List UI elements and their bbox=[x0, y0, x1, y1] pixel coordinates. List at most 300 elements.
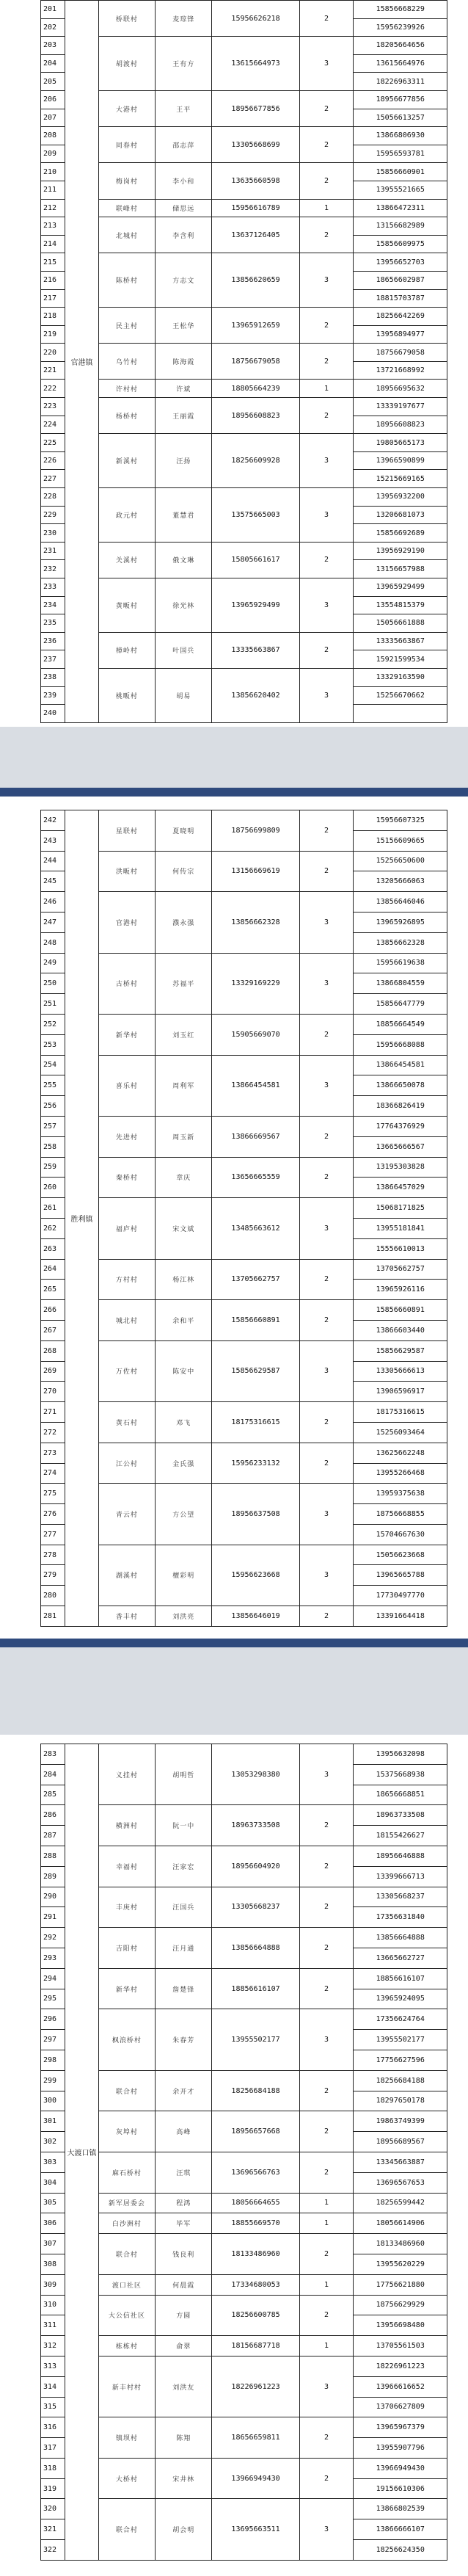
member-phone-cell: 18133486960 bbox=[354, 2234, 447, 2254]
row-number: 218 bbox=[41, 308, 65, 326]
village-cell: 方村村 bbox=[98, 1259, 155, 1300]
row-number: 204 bbox=[41, 54, 65, 73]
table-row bbox=[41, 1805, 447, 1826]
count-cell: 3 bbox=[299, 253, 354, 308]
row-number: 294 bbox=[41, 1968, 65, 1989]
contact-name-cell: 濮永强 bbox=[156, 892, 212, 953]
contact-phone-cell: 13156669619 bbox=[212, 851, 299, 892]
count-cell: 2 bbox=[299, 344, 354, 380]
village-cell: 大公信社区 bbox=[98, 2295, 155, 2336]
row-number: 309 bbox=[41, 2274, 65, 2295]
page-divider-bar bbox=[0, 1639, 468, 1647]
member-phone-cell: 15856660891 bbox=[354, 1300, 447, 1321]
member-phone-cell: 15956607325 bbox=[354, 810, 447, 831]
contact-name-cell: 王有方 bbox=[156, 37, 212, 91]
count-cell: 2 bbox=[299, 90, 354, 126]
member-phone-cell: 13966616652 bbox=[354, 2376, 447, 2397]
member-phone-cell: 13625662248 bbox=[354, 1443, 447, 1463]
contact-name-cell: 方公望 bbox=[156, 1484, 212, 1545]
contact-name-cell: 刘玉红 bbox=[156, 1014, 212, 1055]
row-number: 296 bbox=[41, 2009, 65, 2030]
row-number: 316 bbox=[41, 2417, 65, 2438]
table-row bbox=[41, 2458, 447, 2478]
member-phone-cell: 13705662757 bbox=[354, 1259, 447, 1280]
count-cell: 2 bbox=[299, 308, 354, 344]
member-phone-cell: 13856664888 bbox=[354, 1928, 447, 1948]
member-phone-cell: 13866472311 bbox=[354, 199, 447, 217]
row-number: 227 bbox=[41, 470, 65, 488]
row-number: 201 bbox=[41, 1, 65, 19]
member-phone-cell: 18056614906 bbox=[354, 2213, 447, 2234]
member-phone-cell: 13965924095 bbox=[354, 1989, 447, 2009]
member-phone-cell: 13965967379 bbox=[354, 2417, 447, 2438]
member-phone-cell: 13965926116 bbox=[354, 1280, 447, 1300]
row-number: 319 bbox=[41, 2478, 65, 2499]
row-number: 207 bbox=[41, 109, 65, 127]
contact-phone-cell: 15905669070 bbox=[212, 1014, 299, 1055]
contact-name-cell: 宋井林 bbox=[156, 2458, 212, 2499]
village-cell: 北城村 bbox=[98, 217, 155, 253]
row-number: 285 bbox=[41, 1785, 65, 1805]
table-row bbox=[41, 1300, 447, 1321]
table-row bbox=[41, 2152, 447, 2172]
village-cell: 枫浪桥村 bbox=[98, 2009, 155, 2070]
member-phone-cell: 13956652703 bbox=[354, 253, 447, 272]
table-row bbox=[41, 1484, 447, 1504]
member-phone-cell: 13965926895 bbox=[354, 912, 447, 932]
contact-phone-cell: 18756679058 bbox=[212, 344, 299, 380]
contact-name-cell: 余和平 bbox=[156, 1300, 212, 1341]
member-phone-cell: 15256093464 bbox=[354, 1422, 447, 1443]
contact-phone-cell: 18805664239 bbox=[212, 380, 299, 398]
member-phone-cell: 15856647779 bbox=[354, 994, 447, 1015]
row-number: 283 bbox=[41, 1744, 65, 1765]
member-phone-cell: 18256642269 bbox=[354, 308, 447, 326]
row-number: 206 bbox=[41, 90, 65, 109]
count-cell: 1 bbox=[299, 2193, 354, 2213]
contact-name-cell: 章庆 bbox=[156, 1157, 212, 1198]
contact-phone-cell: 13856620402 bbox=[212, 668, 299, 722]
member-phone-cell: 18956695632 bbox=[354, 380, 447, 398]
contact-phone-cell: 13329169229 bbox=[212, 953, 299, 1014]
count-cell: 2 bbox=[299, 2295, 354, 2336]
row-number: 268 bbox=[41, 1340, 65, 1361]
village-cell: 镇坝村 bbox=[98, 2417, 155, 2459]
member-phone-cell: 13305668237 bbox=[354, 1887, 447, 1907]
row-number: 259 bbox=[41, 1157, 65, 1178]
row-number: 264 bbox=[41, 1259, 65, 1280]
row-number: 225 bbox=[41, 434, 65, 452]
contact-name-cell: 高峰 bbox=[156, 2111, 212, 2152]
table-row bbox=[41, 1744, 447, 1765]
member-phone-cell: 13206681073 bbox=[354, 506, 447, 524]
contact-phone-cell: 18756699809 bbox=[212, 810, 299, 852]
contact-phone-cell: 13856664888 bbox=[212, 1928, 299, 1969]
count-cell: 3 bbox=[299, 1545, 354, 1606]
village-cell: 新溪村 bbox=[98, 434, 155, 488]
count-cell: 2 bbox=[299, 2111, 354, 2152]
member-phone-cell: 13955502177 bbox=[354, 2030, 447, 2050]
village-cell: 大桥村 bbox=[98, 2458, 155, 2499]
count-cell: 2 bbox=[299, 217, 354, 253]
member-phone-cell: 15556610013 bbox=[354, 1238, 447, 1259]
member-phone-cell: 13665666567 bbox=[354, 1136, 447, 1157]
member-phone-cell: 19805665173 bbox=[354, 434, 447, 452]
contact-name-cell: 周玉新 bbox=[156, 1116, 212, 1157]
table-row bbox=[41, 2274, 447, 2295]
contact-phone-cell: 13305668699 bbox=[212, 127, 299, 163]
contact-phone-cell: 13856646019 bbox=[212, 1606, 299, 1627]
row-number: 293 bbox=[41, 1948, 65, 1968]
row-number: 272 bbox=[41, 1422, 65, 1443]
row-number: 263 bbox=[41, 1238, 65, 1259]
row-number: 214 bbox=[41, 235, 65, 253]
page-divider-bar bbox=[0, 788, 468, 797]
contact-name-cell: 苏福平 bbox=[156, 953, 212, 1014]
row-number: 221 bbox=[41, 361, 65, 380]
contact-phone-cell: 13335663867 bbox=[212, 632, 299, 668]
row-number: 279 bbox=[41, 1565, 65, 1586]
contact-phone-cell: 18956637508 bbox=[212, 1484, 299, 1545]
row-number: 219 bbox=[41, 325, 65, 344]
row-number: 317 bbox=[41, 2438, 65, 2459]
contact-name-cell: 汪月通 bbox=[156, 1928, 212, 1969]
row-number: 284 bbox=[41, 1764, 65, 1785]
row-number: 310 bbox=[41, 2295, 65, 2315]
row-number: 290 bbox=[41, 1887, 65, 1907]
member-phone-cell: 15375668938 bbox=[354, 1764, 447, 1785]
member-phone-cell: 13959375638 bbox=[354, 1484, 447, 1504]
member-phone-cell: 15856629587 bbox=[354, 1340, 447, 1361]
count-cell: 3 bbox=[299, 488, 354, 543]
member-phone-cell: 13329163590 bbox=[354, 668, 447, 686]
member-phone-cell: 15956619638 bbox=[354, 953, 447, 973]
row-number: 239 bbox=[41, 686, 65, 705]
contact-name-cell: 何传宗 bbox=[156, 851, 212, 892]
row-number: 245 bbox=[41, 871, 65, 892]
count-cell: 2 bbox=[299, 1968, 354, 2009]
table-row bbox=[41, 632, 447, 650]
row-number: 205 bbox=[41, 73, 65, 91]
member-phone-cell: 13966590899 bbox=[354, 451, 447, 470]
row-number: 299 bbox=[41, 2070, 65, 2091]
contact-name-cell: 王丽霞 bbox=[156, 398, 212, 434]
count-cell: 3 bbox=[299, 953, 354, 1014]
row-number: 295 bbox=[41, 1989, 65, 2009]
member-phone-cell: 15256670662 bbox=[354, 686, 447, 705]
contact-phone-cell: 18956604920 bbox=[212, 1846, 299, 1887]
member-phone-cell: 13205666063 bbox=[354, 871, 447, 892]
table-row bbox=[41, 1340, 447, 1361]
contact-name-cell: 许斌 bbox=[156, 380, 212, 398]
row-number: 314 bbox=[41, 2376, 65, 2397]
table-row bbox=[41, 851, 447, 871]
contact-phone-cell: 13695663511 bbox=[212, 2499, 299, 2560]
contact-phone-cell: 15856629587 bbox=[212, 1340, 299, 1401]
member-phone-cell: 15856660901 bbox=[354, 163, 447, 181]
count-cell: 2 bbox=[299, 2152, 354, 2193]
table-row bbox=[41, 1545, 447, 1565]
village-cell: 新华村 bbox=[98, 1014, 155, 1055]
row-number: 308 bbox=[41, 2254, 65, 2274]
count-cell: 3 bbox=[299, 434, 354, 488]
contact-phone-cell: 13866669567 bbox=[212, 1116, 299, 1157]
page-2 bbox=[0, 797, 468, 1639]
contact-name-cell: 麦琼锋 bbox=[156, 1, 212, 37]
member-phone-cell: 13345663887 bbox=[354, 2152, 447, 2172]
contact-phone-cell: 13305668237 bbox=[212, 1887, 299, 1928]
page-3 bbox=[0, 1735, 468, 2576]
village-cell: 民主村 bbox=[98, 308, 155, 344]
village-cell: 福庐村 bbox=[98, 1198, 155, 1259]
village-cell: 胡渡村 bbox=[98, 37, 155, 91]
table-row bbox=[41, 1259, 447, 1280]
village-cell: 洪畈村 bbox=[98, 851, 155, 892]
contact-phone-cell: 13866454581 bbox=[212, 1055, 299, 1116]
member-phone-cell: 18205664656 bbox=[354, 37, 447, 55]
row-number: 265 bbox=[41, 1280, 65, 1300]
row-number: 297 bbox=[41, 2030, 65, 2050]
contact-name-cell: 詹楚锋 bbox=[156, 1968, 212, 2009]
row-number: 236 bbox=[41, 632, 65, 650]
count-cell: 1 bbox=[299, 2213, 354, 2234]
row-number: 289 bbox=[41, 1866, 65, 1887]
member-phone-cell: 18956677856 bbox=[354, 90, 447, 109]
member-phone-cell: 13195303828 bbox=[354, 1157, 447, 1178]
count-cell: 2 bbox=[299, 2417, 354, 2459]
village-cell: 联合村 bbox=[98, 2070, 155, 2111]
contact-name-cell: 胡明哲 bbox=[156, 1744, 212, 1805]
contact-name-cell: 檀彩明 bbox=[156, 1545, 212, 1606]
member-phone-cell: 13866650078 bbox=[354, 1075, 447, 1096]
row-number: 318 bbox=[41, 2458, 65, 2478]
row-number: 230 bbox=[41, 524, 65, 543]
row-number: 280 bbox=[41, 1586, 65, 1606]
row-number: 311 bbox=[41, 2315, 65, 2336]
row-number: 248 bbox=[41, 932, 65, 953]
member-phone-cell: 15856668229 bbox=[354, 1, 447, 19]
row-number: 292 bbox=[41, 1928, 65, 1948]
contact-name-cell: 夏晓明 bbox=[156, 810, 212, 852]
contact-name-cell: 董慧君 bbox=[156, 488, 212, 543]
contact-name-cell: 储思远 bbox=[156, 199, 212, 217]
table-row bbox=[41, 1968, 447, 1989]
member-phone-cell: 15956593781 bbox=[354, 145, 447, 163]
row-number: 237 bbox=[41, 650, 65, 669]
count-cell: 2 bbox=[299, 398, 354, 434]
count-cell: 2 bbox=[299, 1116, 354, 1157]
member-phone-cell: 15956668088 bbox=[354, 1034, 447, 1055]
contact-phone-cell: 18226961223 bbox=[212, 2356, 299, 2417]
table-row bbox=[41, 344, 447, 362]
member-phone-cell: 18856616107 bbox=[354, 1968, 447, 1989]
table-row bbox=[41, 2213, 447, 2234]
member-phone-cell: 18956646888 bbox=[354, 1846, 447, 1866]
contact-phone-cell: 13705662757 bbox=[212, 1259, 299, 1300]
count-cell: 3 bbox=[299, 37, 354, 91]
row-number: 240 bbox=[41, 705, 65, 723]
member-phone-cell: 15156609665 bbox=[354, 830, 447, 851]
village-cell: 湖溪村 bbox=[98, 1545, 155, 1606]
count-cell: 3 bbox=[299, 2499, 354, 2560]
village-cell: 义挂村 bbox=[98, 1744, 155, 1805]
page-gap-1 bbox=[0, 727, 468, 797]
contact-phone-cell: 13856620659 bbox=[212, 253, 299, 308]
village-cell: 麻石桥村 bbox=[98, 2152, 155, 2193]
row-number: 203 bbox=[41, 37, 65, 55]
village-cell: 许村村 bbox=[98, 380, 155, 398]
row-number: 256 bbox=[41, 1096, 65, 1117]
count-cell: 2 bbox=[299, 2458, 354, 2499]
contact-phone-cell: 13637126405 bbox=[212, 217, 299, 253]
member-phone-cell: 13966949430 bbox=[354, 2458, 447, 2478]
row-number: 261 bbox=[41, 1198, 65, 1219]
member-phone-cell: 13866666107 bbox=[354, 2519, 447, 2540]
contact-name-cell: 刘洪友 bbox=[156, 2356, 212, 2417]
row-number: 288 bbox=[41, 1846, 65, 1866]
table-row bbox=[41, 2070, 447, 2091]
table-row bbox=[41, 668, 447, 686]
village-cell: 大港村 bbox=[98, 90, 155, 126]
member-phone-cell: 13339197677 bbox=[354, 398, 447, 416]
row-number: 320 bbox=[41, 2499, 65, 2519]
row-number: 231 bbox=[41, 542, 65, 560]
town-cell: 官港镇 bbox=[65, 1, 98, 723]
member-phone-cell: 15856609975 bbox=[354, 235, 447, 253]
row-number: 213 bbox=[41, 217, 65, 236]
member-phone-cell: 15956239926 bbox=[354, 18, 447, 37]
row-number: 276 bbox=[41, 1504, 65, 1525]
member-phone-cell: 18256684188 bbox=[354, 2070, 447, 2091]
village-cell: 幸福村 bbox=[98, 1846, 155, 1887]
row-number: 246 bbox=[41, 892, 65, 913]
count-cell: 1 bbox=[299, 380, 354, 398]
count-cell: 1 bbox=[299, 199, 354, 217]
village-cell: 同春村 bbox=[98, 127, 155, 163]
contact-name-cell: 邓飞 bbox=[156, 1402, 212, 1443]
row-number: 252 bbox=[41, 1014, 65, 1034]
contact-name-cell: 胡易 bbox=[156, 668, 212, 722]
member-phone-cell: 18366826419 bbox=[354, 1096, 447, 1117]
contact-phone-cell: 13615664973 bbox=[212, 37, 299, 91]
row-number: 281 bbox=[41, 1606, 65, 1627]
member-phone-cell: 13955907796 bbox=[354, 2438, 447, 2459]
count-cell: 3 bbox=[299, 668, 354, 722]
village-cell: 政元村 bbox=[98, 488, 155, 543]
member-phone-cell: 13856646046 bbox=[354, 892, 447, 913]
village-cell: 万佐村 bbox=[98, 1340, 155, 1401]
village-cell: 黄石村 bbox=[98, 1402, 155, 1443]
row-number: 215 bbox=[41, 253, 65, 272]
contact-name-cell: 叶国兵 bbox=[156, 632, 212, 668]
table-row bbox=[41, 2009, 447, 2030]
member-phone-cell: 13956929190 bbox=[354, 542, 447, 560]
member-phone-cell: 13156682989 bbox=[354, 217, 447, 236]
count-cell: 3 bbox=[299, 1198, 354, 1259]
contact-name-cell: 李小和 bbox=[156, 163, 212, 199]
row-number: 306 bbox=[41, 2213, 65, 2234]
row-number: 228 bbox=[41, 488, 65, 507]
table-row bbox=[41, 127, 447, 145]
member-phone-cell: 13866454581 bbox=[354, 1055, 447, 1075]
village-cell: 杨桥村 bbox=[98, 398, 155, 434]
contact-name-cell: 周利军 bbox=[156, 1055, 212, 1116]
row-number: 224 bbox=[41, 416, 65, 434]
row-number: 223 bbox=[41, 398, 65, 416]
table-row bbox=[41, 217, 447, 236]
member-phone-cell: 18155426627 bbox=[354, 1826, 447, 1846]
row-number: 313 bbox=[41, 2356, 65, 2376]
member-phone-cell: 18656602987 bbox=[354, 271, 447, 289]
contact-name-cell: 汪国兵 bbox=[156, 1887, 212, 1928]
member-phone-cell: 18226963311 bbox=[354, 73, 447, 91]
member-phone-cell: 15856692689 bbox=[354, 524, 447, 543]
row-number: 274 bbox=[41, 1463, 65, 1484]
contact-name-cell: 汪琪 bbox=[156, 2152, 212, 2193]
member-phone-cell: 18756679058 bbox=[354, 344, 447, 362]
contact-name-cell: 汪扬 bbox=[156, 434, 212, 488]
village-cell: 先进村 bbox=[98, 1116, 155, 1157]
member-phone-cell: 13554815379 bbox=[354, 596, 447, 614]
table-row bbox=[41, 810, 447, 831]
member-phone-cell: 15256650600 bbox=[354, 851, 447, 871]
table-row bbox=[41, 1606, 447, 1627]
contact-phone-cell: 13635660598 bbox=[212, 163, 299, 199]
member-phone-cell: 17730497770 bbox=[354, 1586, 447, 1606]
row-number: 233 bbox=[41, 578, 65, 597]
row-number: 255 bbox=[41, 1075, 65, 1096]
row-number: 247 bbox=[41, 912, 65, 932]
count-cell: 2 bbox=[299, 1443, 354, 1484]
contact-phone-cell: 13696566763 bbox=[212, 2152, 299, 2193]
contact-phone-cell: 13053298380 bbox=[212, 1744, 299, 1805]
village-cell: 陈桥村 bbox=[98, 253, 155, 308]
count-cell: 2 bbox=[299, 1, 354, 37]
table-row bbox=[41, 37, 447, 55]
village-cell: 横洲村 bbox=[98, 1805, 155, 1846]
contact-name-cell: 胡会明 bbox=[156, 2499, 212, 2560]
member-phone-cell: 13866603440 bbox=[354, 1320, 447, 1340]
contact-phone-cell: 13485663612 bbox=[212, 1198, 299, 1259]
member-phone-cell: 15068171825 bbox=[354, 1198, 447, 1219]
row-number: 257 bbox=[41, 1116, 65, 1136]
count-cell: 2 bbox=[299, 1805, 354, 1846]
count-cell: 3 bbox=[299, 1055, 354, 1116]
member-phone-cell: 18815703787 bbox=[354, 289, 447, 308]
member-phone-cell: 13706627809 bbox=[354, 2397, 447, 2417]
village-cell: 桥联村 bbox=[98, 1, 155, 37]
member-phone-cell: 13866806930 bbox=[354, 127, 447, 145]
contact-phone-cell: 13965912659 bbox=[212, 308, 299, 344]
village-cell: 江公村 bbox=[98, 1443, 155, 1484]
contact-name-cell: 方志文 bbox=[156, 253, 212, 308]
member-phone-cell: 15921599534 bbox=[354, 650, 447, 669]
count-cell: 2 bbox=[299, 1259, 354, 1300]
member-phone-cell: 18226961223 bbox=[354, 2356, 447, 2376]
row-number: 235 bbox=[41, 614, 65, 633]
contact-name-cell: 陈翔 bbox=[156, 2417, 212, 2459]
row-number: 260 bbox=[41, 1178, 65, 1198]
row-number: 271 bbox=[41, 1402, 65, 1423]
row-number: 232 bbox=[41, 560, 65, 578]
village-cell: 城北村 bbox=[98, 1300, 155, 1341]
village-cell: 渡口社区 bbox=[98, 2274, 155, 2295]
row-number: 269 bbox=[41, 1361, 65, 1382]
member-phone-cell: 13955521665 bbox=[354, 181, 447, 199]
contact-phone-cell: 18956608823 bbox=[212, 398, 299, 434]
count-cell: 3 bbox=[299, 578, 354, 633]
contact-phone-cell: 18656659811 bbox=[212, 2417, 299, 2459]
